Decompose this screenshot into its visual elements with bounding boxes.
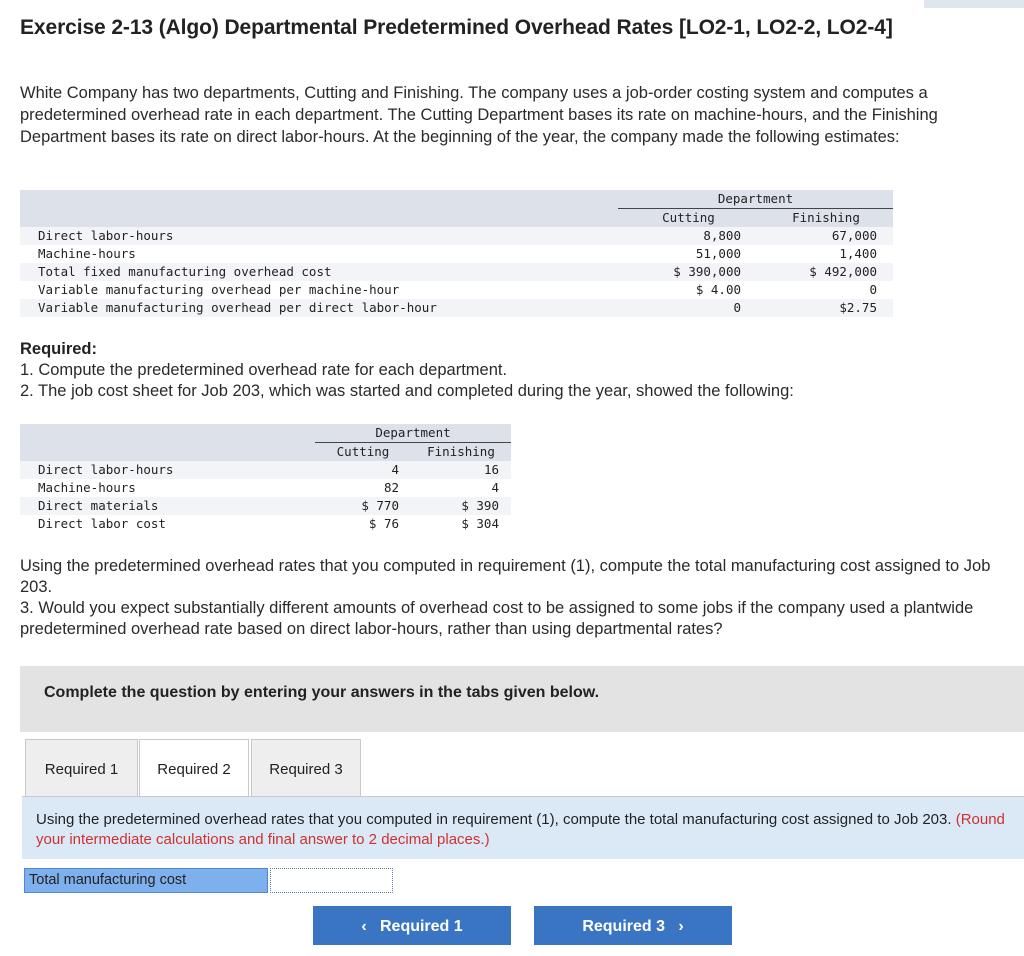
finishing-value: $2.75 — [759, 299, 893, 317]
row-label: Direct materials — [20, 497, 315, 515]
row-label: Total fixed manufacturing overhead cost — [20, 263, 618, 281]
estimates-table — [20, 190, 893, 317]
table-row — [20, 515, 511, 533]
estimates-department-header: Department — [618, 190, 893, 209]
tab-panel-instructions — [22, 796, 1024, 859]
table-row — [20, 245, 893, 263]
prev-required-1-button[interactable] — [313, 906, 511, 945]
cutting-value: 0 — [618, 299, 759, 317]
table-row — [20, 461, 511, 479]
row-label: Machine-hours — [38, 246, 136, 261]
row-label: Machine-hours — [38, 480, 136, 495]
tab-required-3[interactable]: Required 3 — [251, 739, 361, 796]
row-label: Direct labor cost — [38, 516, 166, 531]
row-label: Direct labor-hours — [20, 461, 315, 479]
estimates-col-cutting: Cutting — [618, 209, 759, 228]
finishing-value: $ 390 — [411, 497, 511, 515]
rounding-hint: (Round your intermediate calculations and final answer to 2 decimal places.) — [36, 811, 1005, 848]
chevron-right-icon: › — [678, 918, 684, 935]
table-row — [20, 281, 893, 299]
required-item-1: 1. Compute the predetermined overhead rate for each department. — [20, 361, 508, 379]
cutting-value: $ 770 — [315, 497, 411, 515]
finishing-value: 16 — [411, 461, 511, 479]
tab-required-1[interactable]: Required 1 — [25, 739, 138, 796]
finishing-value: $ 304 — [461, 516, 499, 531]
job-department-header: Department — [315, 424, 511, 443]
row-label: Variable manufacturing overhead per direct labor-hour — [20, 299, 618, 317]
top-bar-strip — [924, 0, 1024, 8]
cutting-value: $ 76 — [368, 516, 399, 531]
tab-required-2[interactable]: Required 2 — [139, 739, 249, 799]
cutting-value: 4 — [315, 461, 411, 479]
required-heading: Required: — [20, 340, 98, 358]
required-item-2: 2. The job cost sheet for Job 203, which was started and completed during the year, showed the following: — [20, 382, 794, 400]
finishing-value: 4 — [491, 480, 499, 495]
instructions-text: Complete the question by entering your answers in the tabs given below. — [44, 684, 600, 701]
requirement-3-paragraph: 3. Would you expect substantially different amounts of overhead cost to be assigned to some jobs if the company used a plantwide predetermined overhead rate based on direct labor-hours, rather than using departmental rates? — [20, 599, 974, 638]
panel-text: Using the predetermined overhead rates that you computed in requirement (1), compute the total manufacturing cost assigned to Job 203. — [36, 811, 952, 828]
job-cost-table — [20, 424, 511, 533]
prev-button-label: Required 1 — [379, 918, 463, 935]
cutting-value: 8,800 — [618, 227, 759, 245]
table-row — [20, 497, 511, 515]
estimates-col-finishing: Finishing — [759, 209, 893, 228]
finishing-value: $ 492,000 — [759, 263, 893, 281]
row-label: Variable manufacturing overhead per machine-hour — [38, 282, 400, 297]
total-manufacturing-cost-label: Total manufacturing cost — [24, 868, 268, 893]
table-row — [20, 299, 893, 317]
table-row — [20, 227, 893, 245]
intro-paragraph: White Company has two departments, Cutting and Finishing. The company uses a job-order costing system and computes a predetermined overhead rate in each department. The Cutting Department bases its rate on machine-hours, and the Finishing Department bases its rate on direct labor-hours. At the beginning of the year, the company made the following estimates: — [20, 84, 938, 146]
cutting-value: $ 4.00 — [695, 282, 741, 297]
job-col-finishing: Finishing — [411, 443, 511, 462]
finishing-value: 1,400 — [839, 246, 877, 261]
next-button-label: Required 3 — [582, 918, 665, 935]
job-col-cutting: Cutting — [315, 443, 411, 462]
table-row — [20, 263, 893, 281]
row-label: Direct labor-hours — [20, 227, 618, 245]
next-required-3-button[interactable] — [534, 906, 732, 945]
cutting-value: 51,000 — [695, 246, 741, 261]
finishing-value: 0 — [869, 282, 877, 297]
chevron-left-icon: ‹ — [361, 918, 367, 935]
finishing-value: 67,000 — [759, 227, 893, 245]
page-title: Exercise 2-13 (Algo) Departmental Predetermined Overhead Rates [LO2-1, LO2-2, LO2-4] — [20, 16, 893, 39]
table-row — [20, 479, 511, 497]
cutting-value: $ 390,000 — [618, 263, 759, 281]
requirement-2-paragraph: Using the predetermined overhead rates that you computed in requirement (1), compute the total manufacturing cost assigned to Job 203. — [20, 557, 991, 596]
cutting-value: 82 — [383, 480, 399, 495]
total-manufacturing-cost-input[interactable] — [270, 868, 393, 893]
instructions-banner — [20, 666, 1024, 732]
